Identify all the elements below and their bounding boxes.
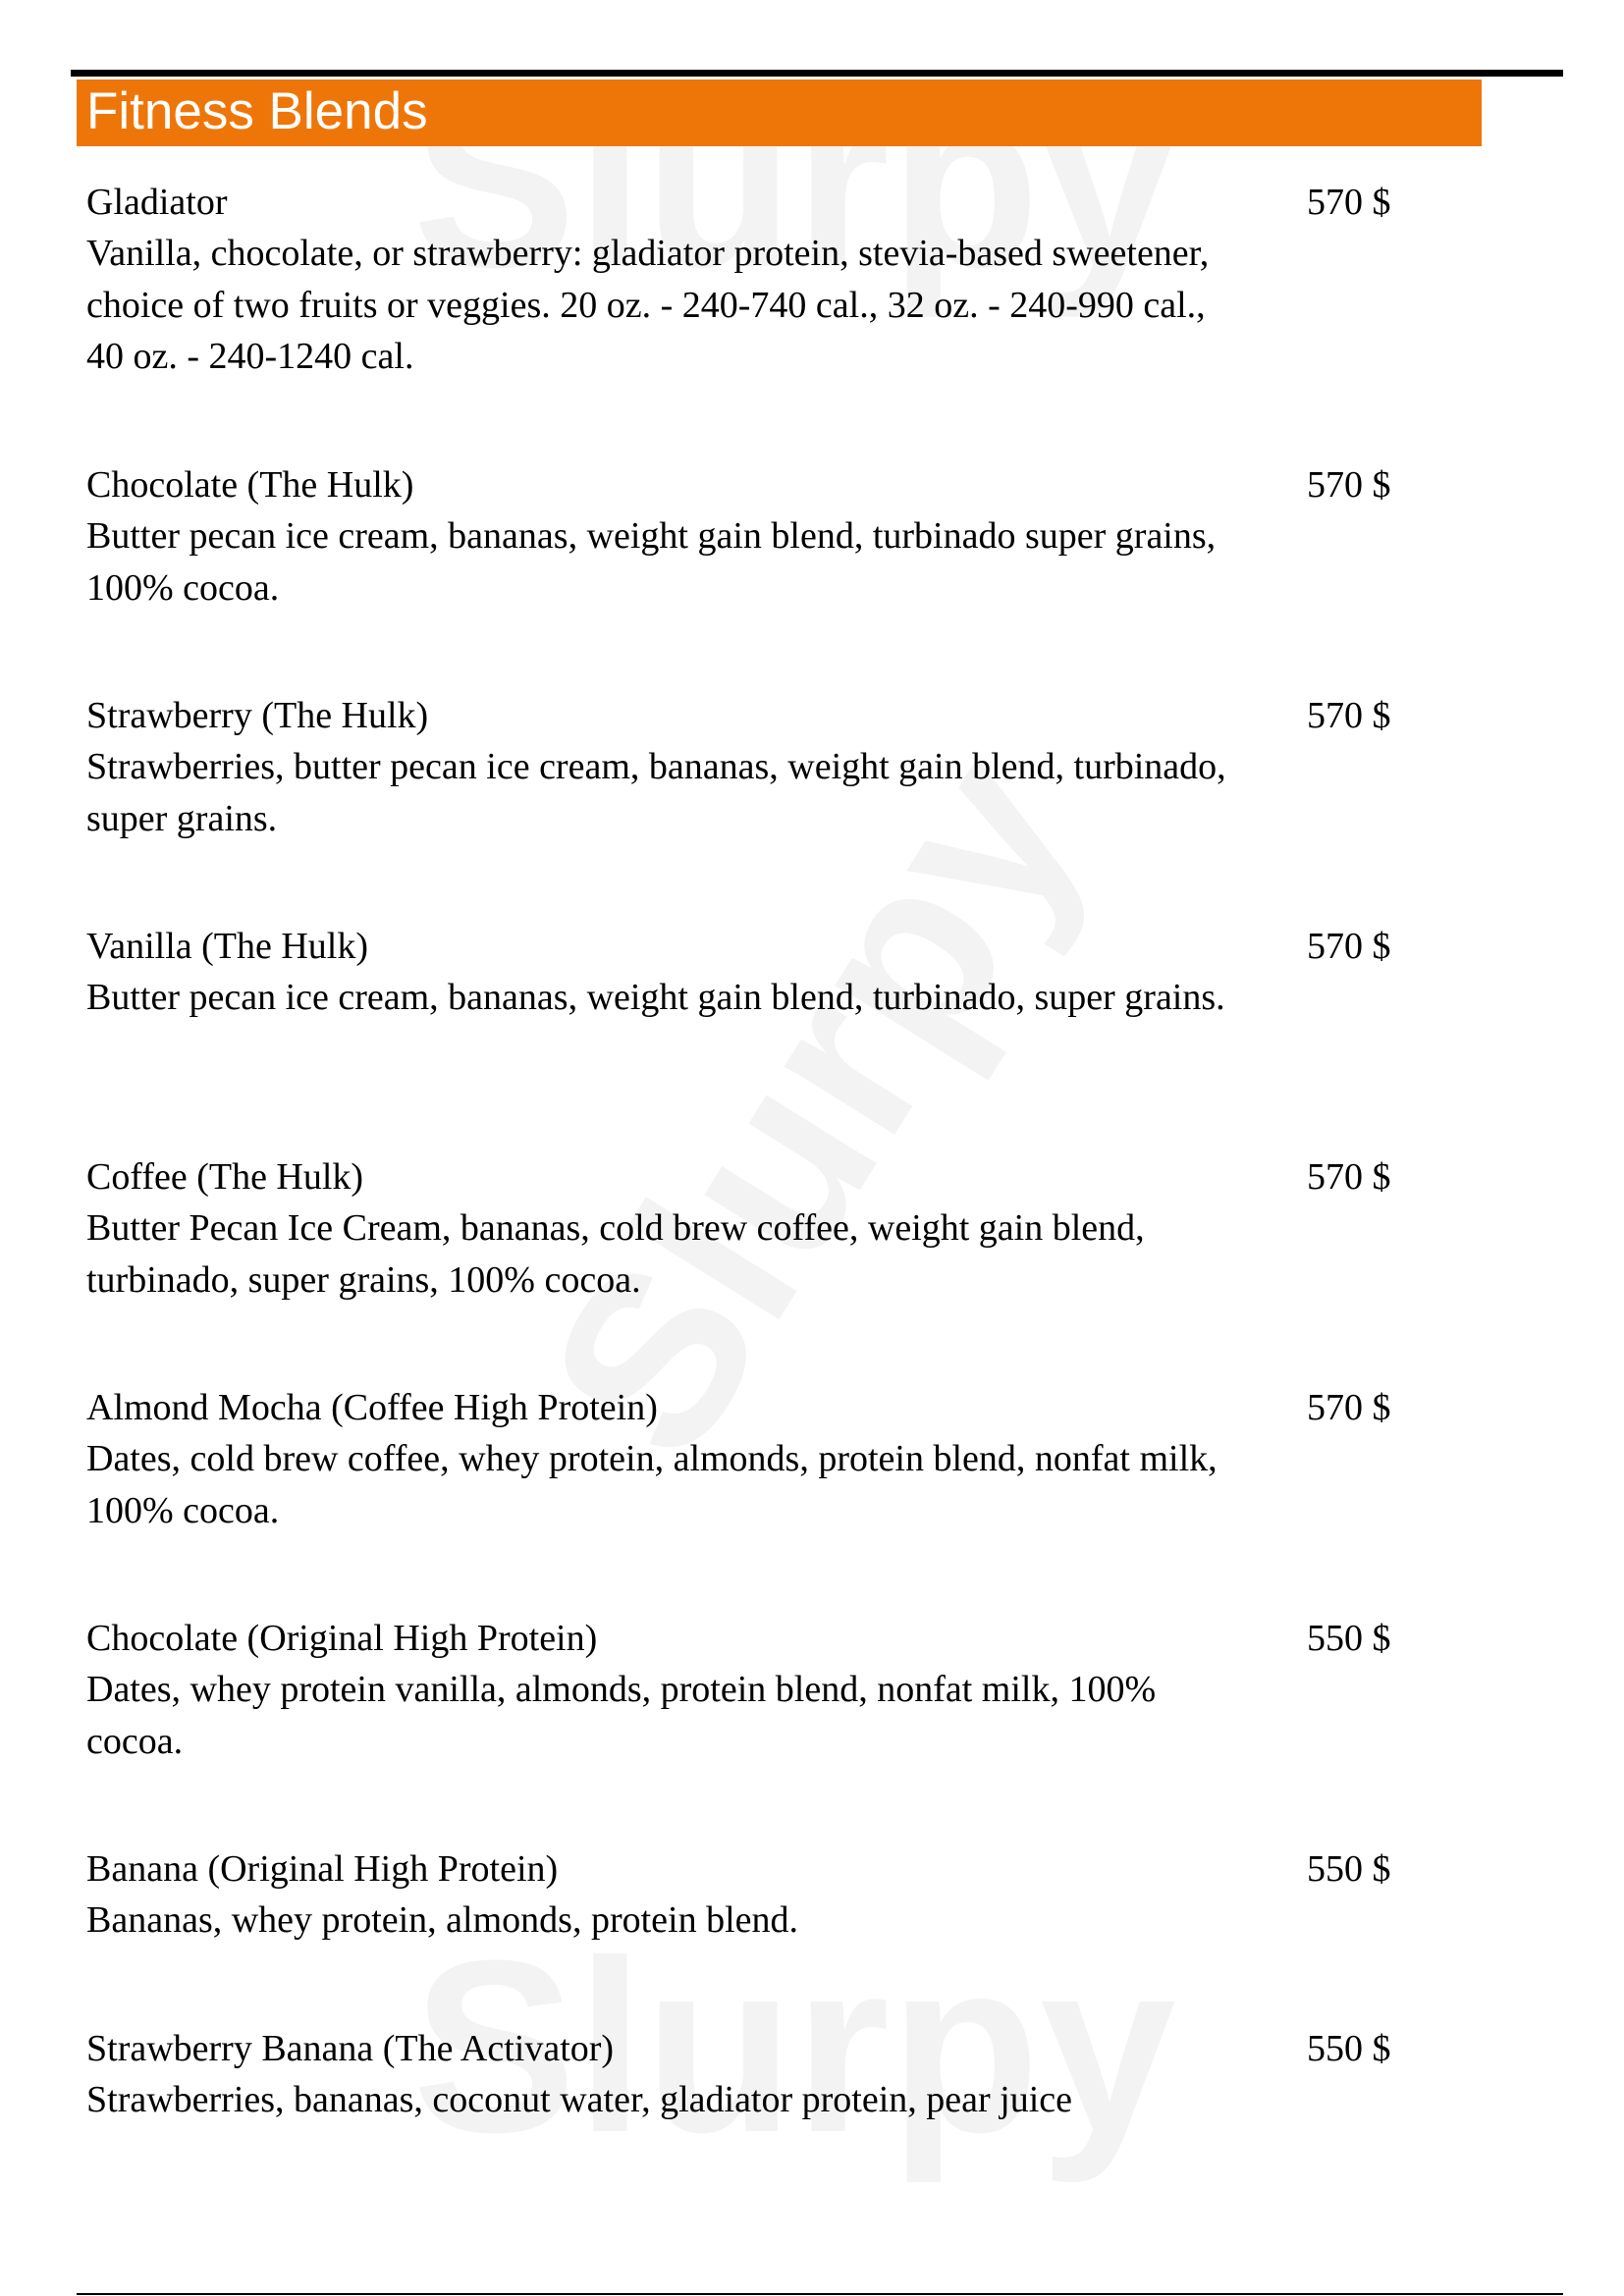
- item-price: 570 $: [1307, 926, 1391, 967]
- item-description: Butter Pecan Ice Cream, bananas, cold brew coffee, weight gain blend, turbinado, super grains, 100% cocoa.: [86, 1207, 1145, 1301]
- item-price: 570 $: [1307, 695, 1391, 736]
- item-name: Strawberry (The Hulk): [86, 695, 429, 736]
- bottom-divider: [77, 2293, 1563, 2295]
- item-name: Coffee (The Hulk): [86, 1156, 364, 1198]
- item-price: 550 $: [1307, 1618, 1391, 1659]
- item-name: Chocolate (The Hulk): [86, 464, 414, 506]
- item-name: Chocolate (Original High Protein): [86, 1618, 598, 1659]
- item-description: Strawberries, bananas, coconut water, gladiator protein, pear juice: [86, 2079, 1073, 2120]
- item-price: 570 $: [1307, 1387, 1391, 1428]
- item-name: Banana (Original High Protein): [86, 1848, 559, 1890]
- top-divider: [71, 70, 1563, 77]
- item-price: 550 $: [1307, 1848, 1391, 1890]
- item-description: Vanilla, chocolate, or strawberry: gladiator protein, stevia-based sweetener, choice of two fruits or veggies. 20 oz. - 240-740 cal., 32 oz. - 240-990 cal., 40 oz. - 240-1240 cal.: [86, 233, 1210, 377]
- item-price: 570 $: [1307, 464, 1391, 506]
- item-price: 550 $: [1307, 2028, 1391, 2069]
- item-description: Butter pecan ice cream, bananas, weight gain blend, turbinado, super grains.: [86, 977, 1225, 1018]
- item-description: Dates, whey protein vanilla, almonds, protein blend, nonfat milk, 100% cocoa.: [86, 1669, 1157, 1762]
- item-name: Strawberry Banana (The Activator): [86, 2028, 615, 2069]
- section-header: [77, 80, 1482, 146]
- item-description: Strawberries, butter pecan ice cream, bananas, weight gain blend, turbinado, super grains.: [86, 746, 1226, 839]
- item-description: Bananas, whey protein, almonds, protein blend.: [86, 1899, 799, 1941]
- item-description: Dates, cold brew coffee, whey protein, almonds, protein blend, nonfat milk, 100% cocoa.: [86, 1438, 1218, 1531]
- section-title: Fitness Blends: [86, 82, 428, 140]
- item-name: Vanilla (The Hulk): [86, 926, 369, 967]
- item-price: 570 $: [1307, 182, 1391, 223]
- item-name: Gladiator: [86, 182, 228, 223]
- item-price: 570 $: [1307, 1156, 1391, 1198]
- item-description: Butter pecan ice cream, bananas, weight gain blend, turbinado super grains, 100% cocoa.: [86, 515, 1217, 609]
- item-name: Almond Mocha (Coffee High Protein): [86, 1387, 658, 1428]
